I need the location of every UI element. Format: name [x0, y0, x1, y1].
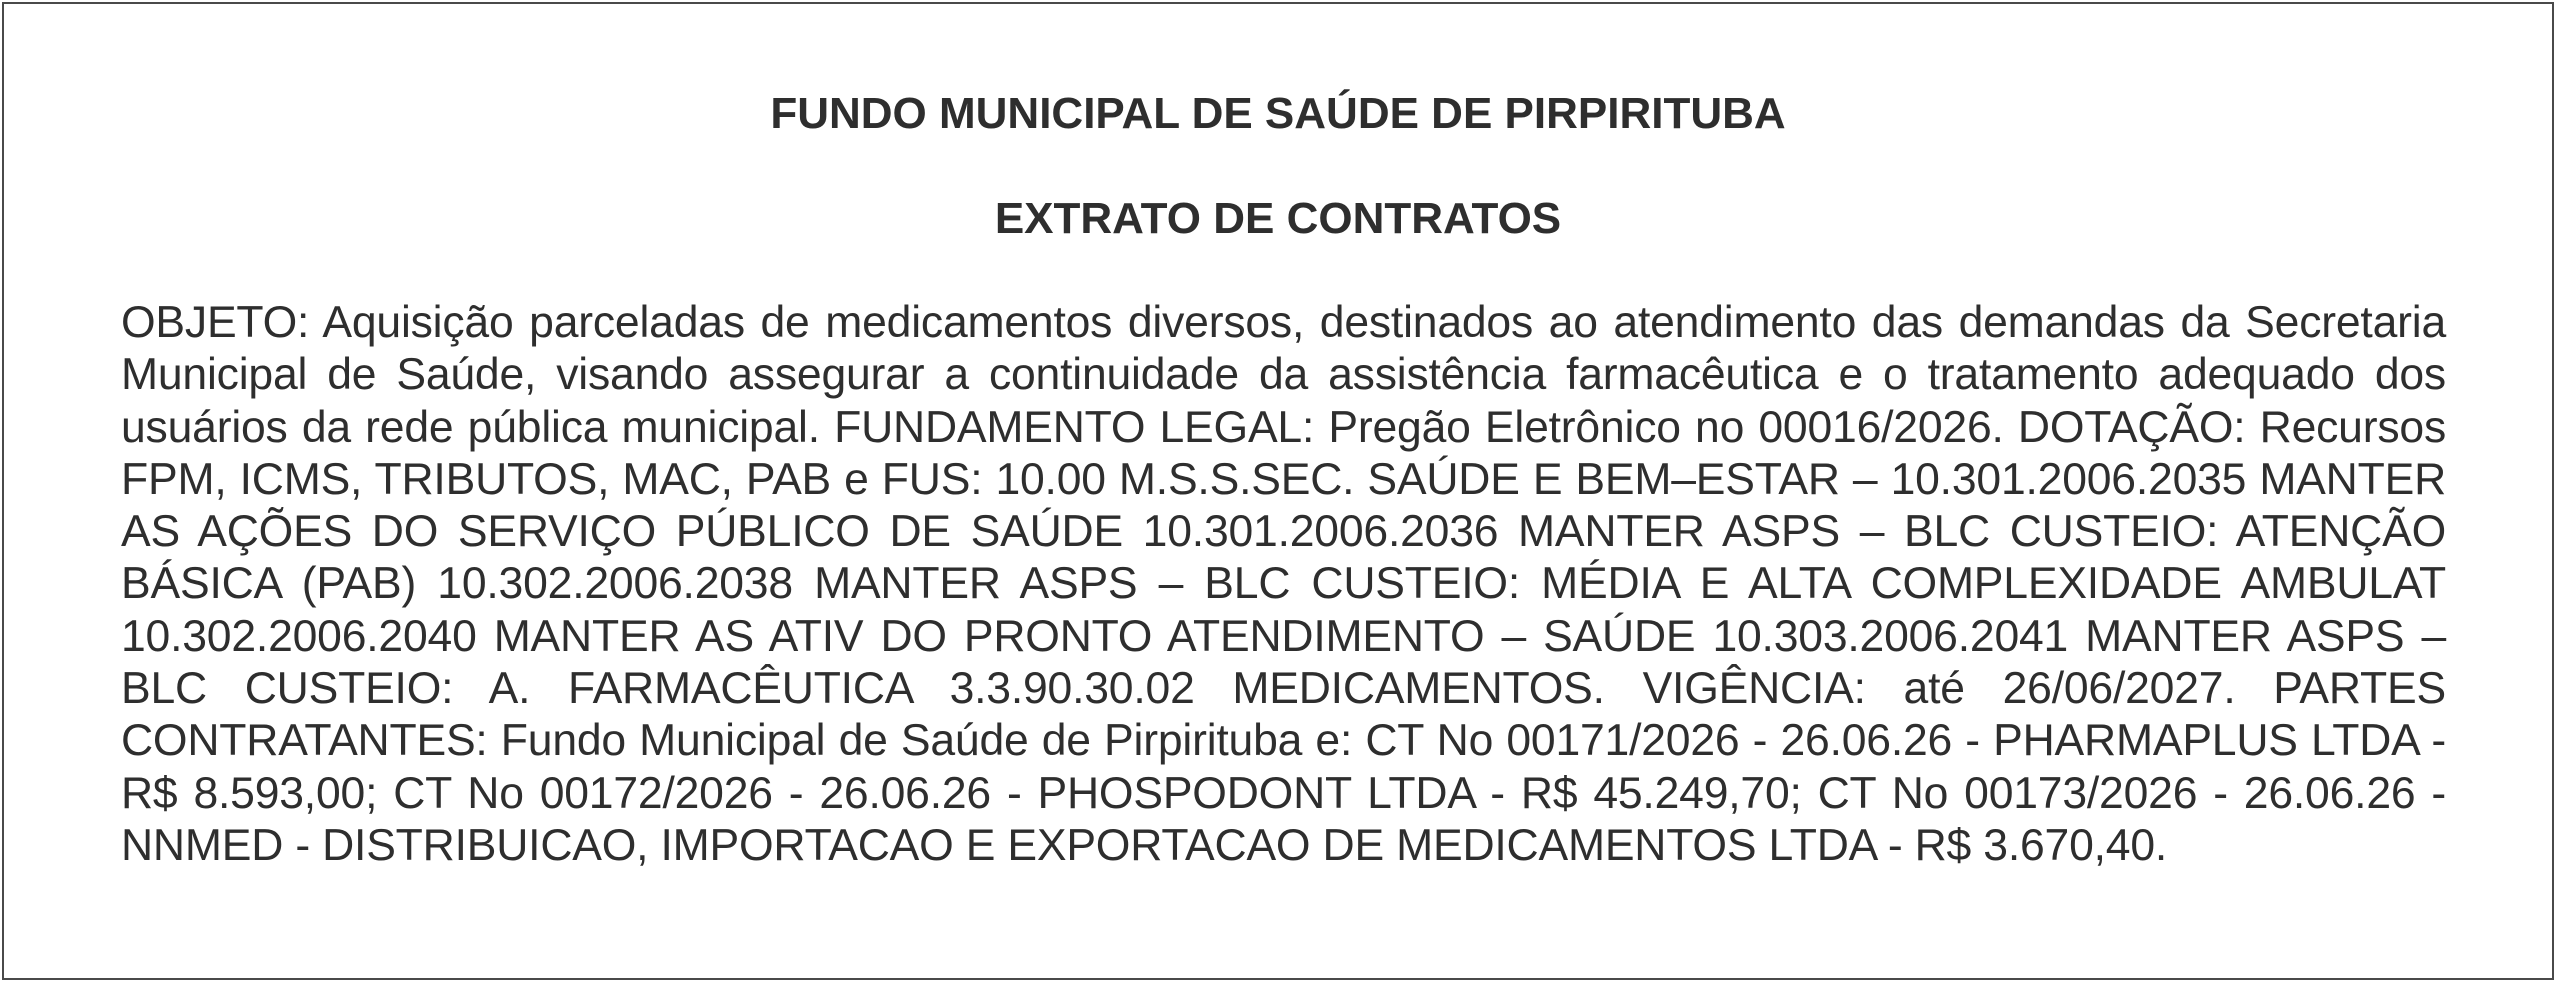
- contract-extract-body: OBJETO: Aquisição parceladas de medicamentos diversos, destinados ao atendimento das demandas da Secretaria Municipal de Saúde, visando assegurar a continuidade da assistência farmacêutica e o tratamento adequado dos usuários da rede pública municipal. FUNDAMENTO LEGAL: Pregão Eletrônico no 00016/2026. DOTAÇÃO: Recursos FPM, ICMS, TRIBUTOS, MAC, PAB e FUS: 10.00 M.S.S.SEC. SAÚDE E BEM–ESTAR – 10.301.2006.2035 MANTER AS AÇÕES DO SERVIÇO PÚBLICO DE SAÚDE 10.301.2006.2036 MANTER ASPS – BLC CUSTEIO: ATENÇÃO BÁSICA (PAB) 10.302.2006.2038 MANTER ASPS – BLC CUSTEIO: MÉDIA E ALTA COMPLEXIDADE AMBULAT 10.302.2006.2040 MANTER AS ATIV DO PRONTO ATENDIMENTO – SAÚDE 10.303.2006.2041 MANTER ASPS – BLC CUSTEIO: A. FARMACÊUTICA 3.3.90.30.02 MEDICAMENTOS. VIGÊNCIA: até 26/06/2027. PARTES CONTRATANTES: Fundo Municipal de Saúde de Pirpirituba e: CT No 00171/2026 - 26.06.26 - PHARMAPLUS LTDA - R$ 8.593,00; CT No 00172/2026 - 26.06.26 - PHOSPODONT LTDA - R$ 45.249,70; CT No 00173/2026 - 26.06.26 - NNMED - DISTRIBUICAO, IMPORTACAO E EXPORTACAO DE MEDICAMENTOS LTDA - R$ 3.670,40.: [121, 298, 2446, 870]
- document-title: FUNDO MUNICIPAL DE SAÚDE DE PIRPIRITUBA: [770, 89, 1786, 138]
- document-subtitle: EXTRATO DE CONTRATOS: [994, 194, 1562, 243]
- notice-box: [2, 2, 2554, 980]
